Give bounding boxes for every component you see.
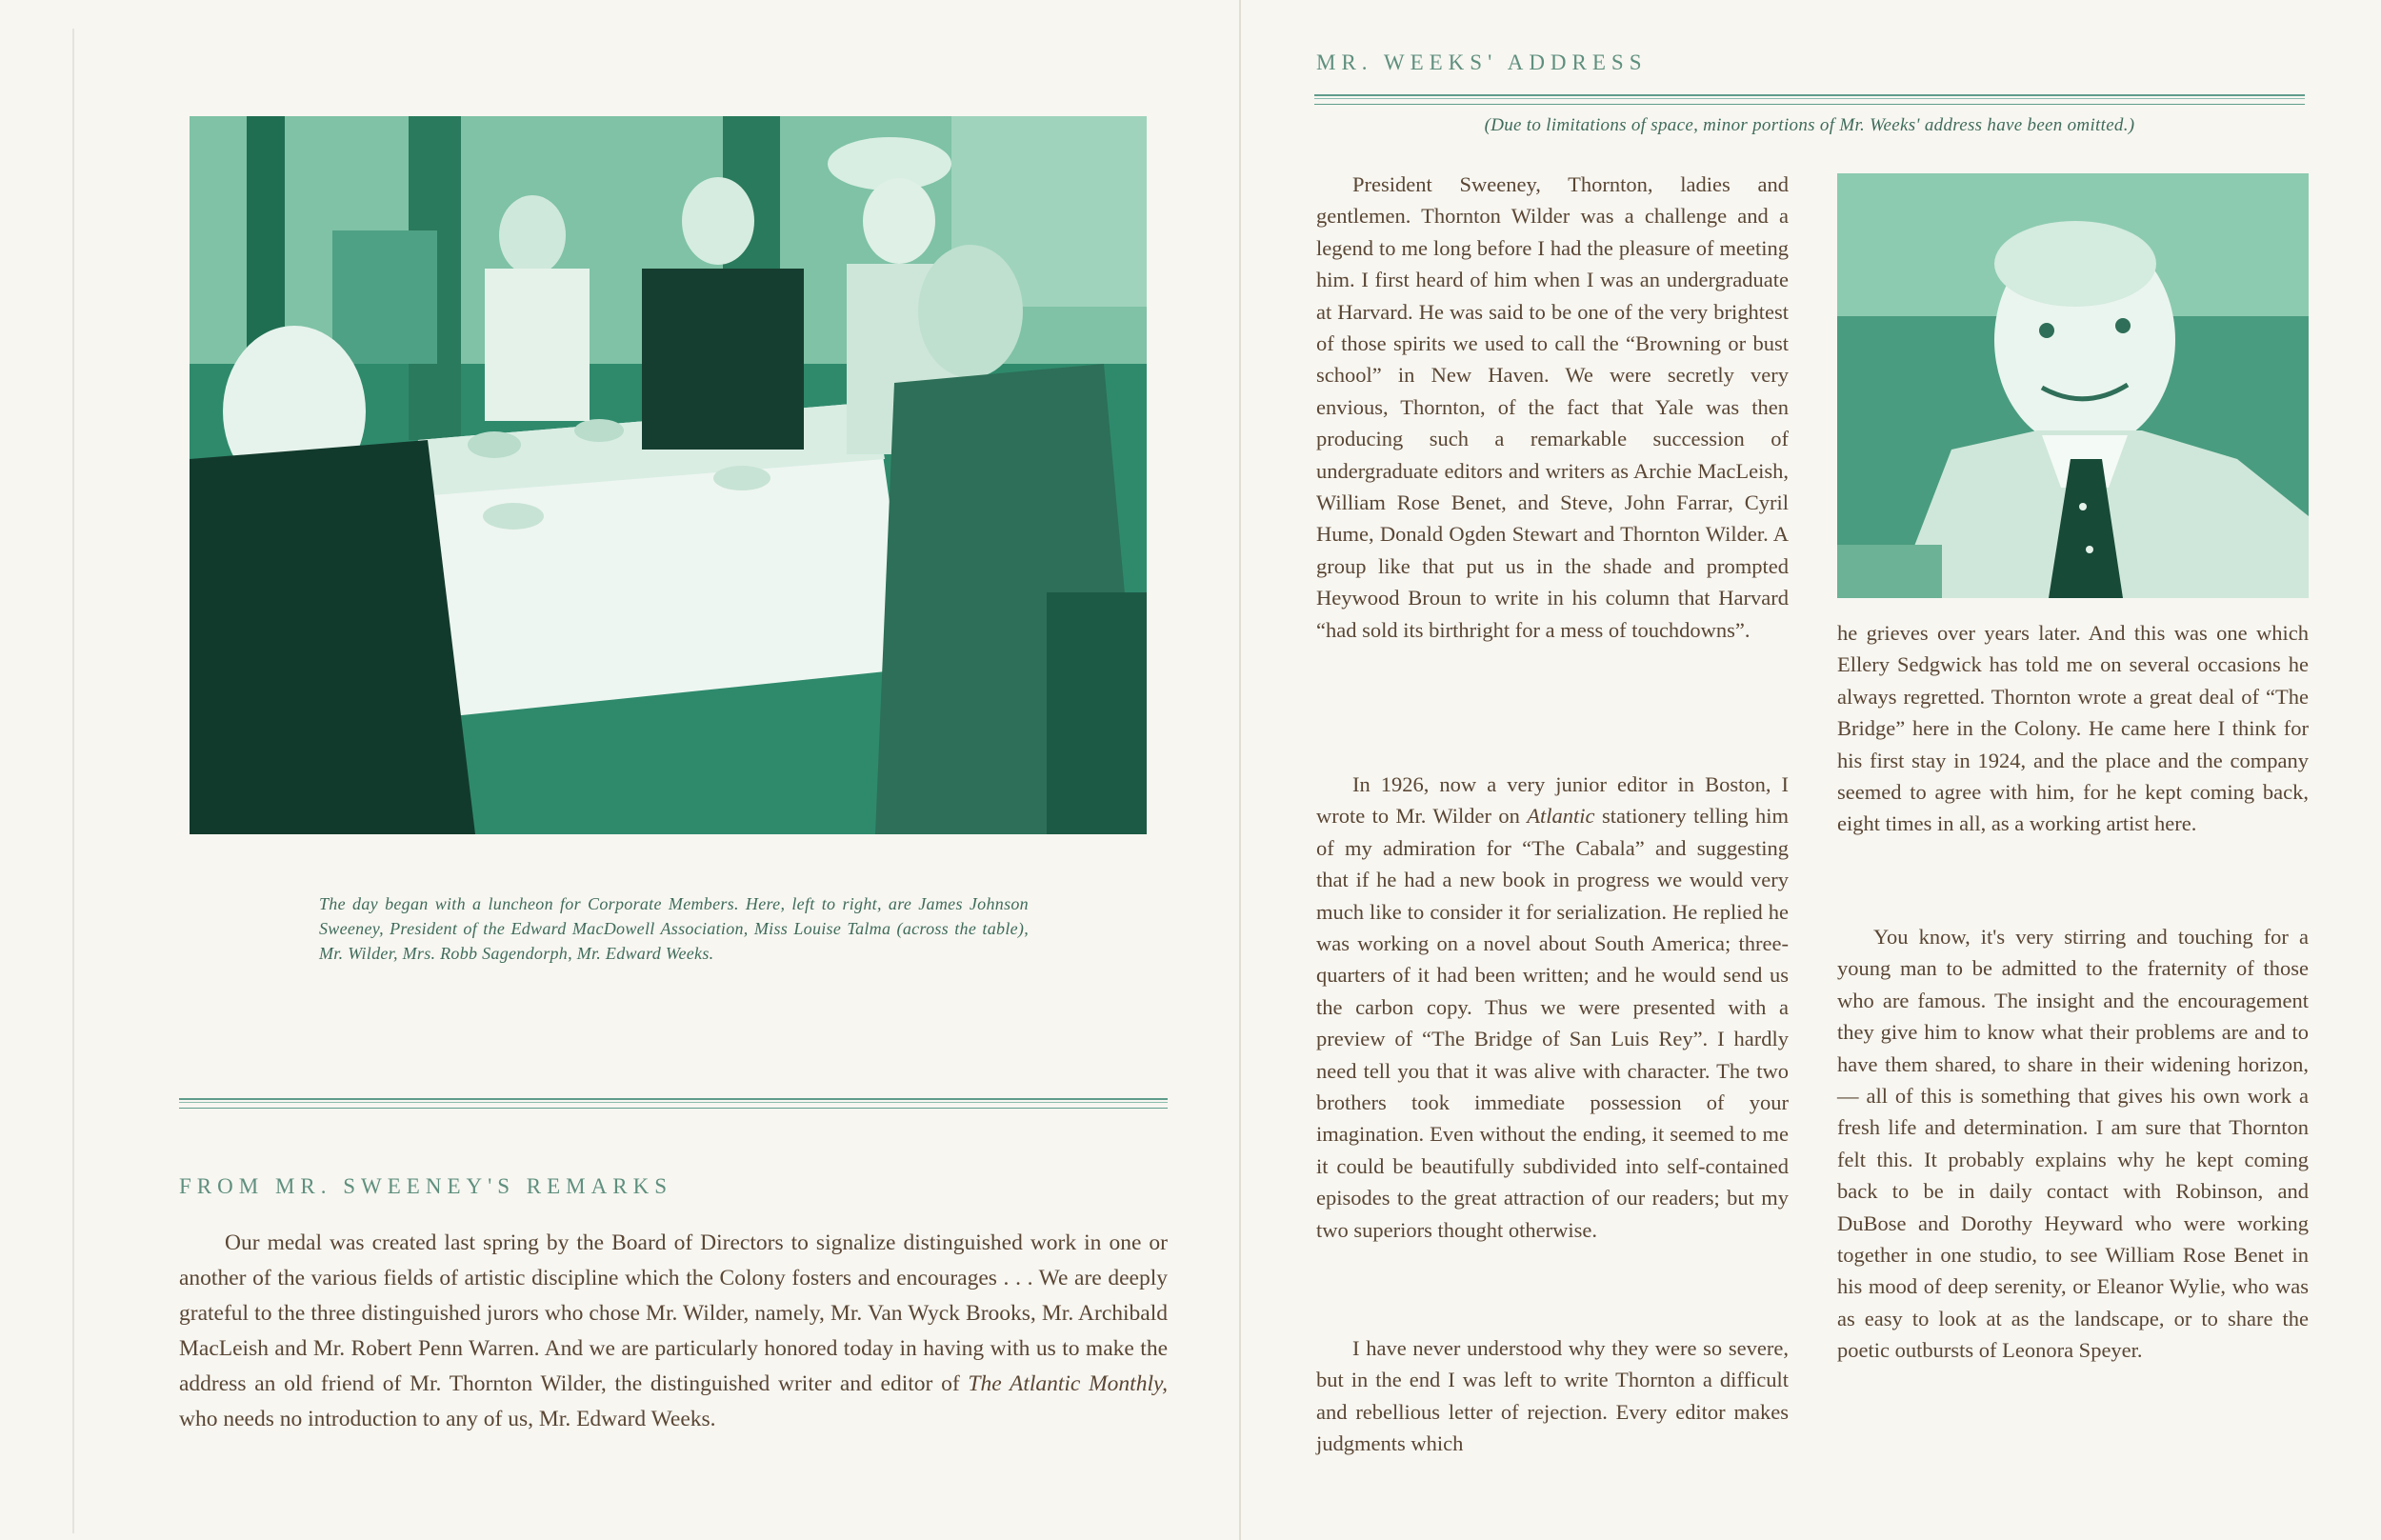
remarks-text-part: Our medal was created last spring by the Board of Directors to signalize distinguished work in one or another of the various fields of artistic discipline which the Colony fosters and encourages . . . We are deeply grateful to the three distinguished jurors who chose Mr. Wilder, namely, Mr. Van Wyck Brooks, Mr. Archibald MacLeish and Mr. Robert Penn Warren. And we are particularly honored today in having with us to make the address an old friend of Mr. Thornton Wilder, the distinguished writer and editor of — [179, 1230, 1168, 1396]
address-col1-p2 — [1316, 769, 1789, 1246]
section-divider — [179, 1098, 1168, 1109]
address-col2-p1: he grieves over years later. And this was one which Ellery Sedgwick has told me on several occasions he always regretted. Thornton wrote a great deal of “The Bridge” here in the Colony. He came here I think for his first stay in 1924, and the place and the company seemed to agree with him, for he kept coming back, eight times in all, as a working artist here. — [1837, 621, 2309, 836]
magazine-title: The Atlantic Monthly, — [968, 1371, 1168, 1396]
address-col1-p3: I have never understood why they were so severe, but in the end I was left to write Thornton a difficult and rebellious letter of rejection. Every editor makes judgments which — [1316, 1336, 1789, 1456]
luncheon-photo — [190, 116, 1147, 834]
portrait-photo — [1837, 173, 2309, 598]
heading-rule — [1314, 94, 2305, 105]
address-col2-p2: You know, it's very stirring and touching for a young man to be admitted to the fraternity of those who are famous. The insight and the encouragement they give him to know what their problems are and to have them shared, to share in their widening horizon, — all of this is something that gives his own work a fresh life and determination. I am sure that Thornton felt this. It probably explains why he kept coming back to be in daily contact with Robinson, and DuBose and Dorothy Heyward who were working together in one studio, to see William Rose Benet in his mood of deep serenity, or Eleanor Wylie, who was as easy to look at as the landscape, or to share the poetic outbursts of Leonora Speyer. — [1837, 925, 2309, 1363]
remarks-text-part: who needs no introduction to any of us, Mr. Edward Weeks. — [179, 1407, 716, 1431]
address-col1-p1: President Sweeney, Thornton, ladies and gentlemen. Thornton Wilder was a challenge and a legend to me long before I had the pleasure of meeting him. I first heard of him when I was an undergraduate at Harvard. He was said to be one of the very brightest of those spirits we used to call the “Browning or bust school” in New Haven. We were secretly very envious, Thornton, of the fact that Yale was then producing such a remarkable succession of undergraduate editors and writers as Archie MacLeish, William Rose Benet, and Steve, John Farrar, Cyril Hume, Donald Ogden Stewart and Thornton Wilder. A group like that put us in the shade and prompted Heywood Broun to write in his column that Harvard “had sold its birthright for a mess of touchdowns”. — [1316, 172, 1789, 642]
sweeney-remarks-text — [179, 1226, 1168, 1437]
photo-caption: The day began with a luncheon for Corporate Members. Here, left to right, are James Johnson Sweeney, President of the Edward MacDowell Association, Miss Louise Talma (across the table), Mr. Wilder, Mrs. Robb Sagendorph, Mr. Edward Weeks. — [319, 894, 1029, 963]
address-text-part: stationery telling him of my admiration for “The Cabala” and suggesting that if he had a new book in progress we would very much like to consider it for serialization. He replied he was working on a novel about South America; three-quarters of it had been written; and he would send us the carbon copy. Thus we were presented with a preview of “The Bridge of San Luis Rey”. I hardly need tell you that it was alive with character. The two brothers took immediate possession of your imagination. Even without the ending, it seemed to me it could be beautifully subdivided into self-contained episodes to the great attraction of our readers; but my two superiors thought otherwise. — [1316, 804, 1789, 1242]
page-gutter — [1239, 0, 1241, 1540]
page-edge — [72, 29, 74, 1533]
weeks-address-heading: MR. WEEKS' ADDRESS — [1316, 50, 1648, 74]
address-text-part: In 1926, now a very junior editor in Boston, I wrote to Mr. Wilder on — [1316, 772, 1789, 829]
omission-note: (Due to limitations of space, minor portions of Mr. Weeks' address have been omitted.) — [1484, 115, 2135, 135]
sweeney-remarks-heading: FROM MR. SWEENEY'S REMARKS — [179, 1174, 672, 1198]
atlantic-italic: Atlantic — [1527, 804, 1595, 829]
